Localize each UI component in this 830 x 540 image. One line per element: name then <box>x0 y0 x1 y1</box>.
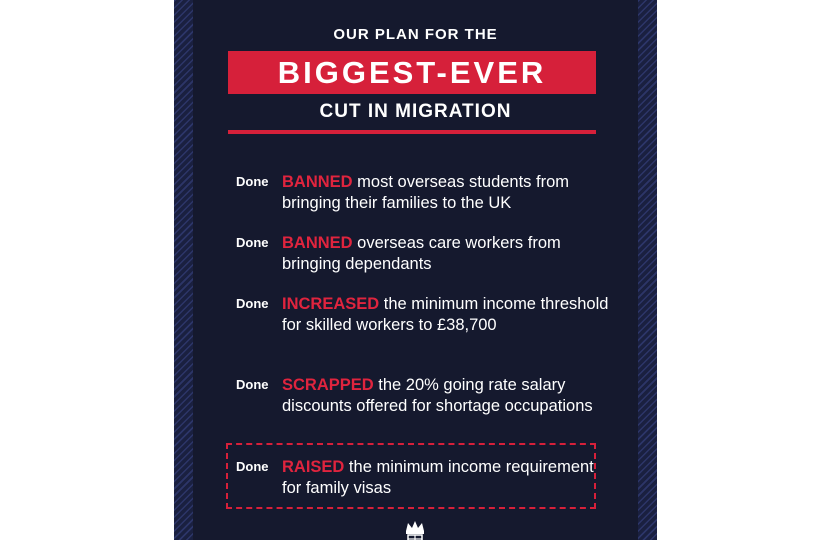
header-line-1: OUR PLAN FOR THE <box>333 26 498 43</box>
item-text <box>282 233 612 275</box>
item-text <box>282 375 612 417</box>
done-label: Done <box>236 296 269 311</box>
done-label: Done <box>236 174 269 189</box>
item-description: the 20% going rate salary discounts offered for shortage occupations <box>282 376 593 415</box>
done-label: Done <box>236 235 269 250</box>
item-description: the minimum income requirement for family visas <box>282 458 594 497</box>
header-divider <box>228 130 596 134</box>
right-stripe-border <box>638 0 657 540</box>
done-label: Done <box>236 377 269 392</box>
item-keyword: RAISED <box>282 458 345 476</box>
header-line-2: CUT IN MIGRATION <box>319 101 512 122</box>
item-description: the minimum income threshold for skilled workers to £38,700 <box>282 295 609 334</box>
item-text <box>282 172 612 214</box>
item-keyword: INCREASED <box>282 295 380 313</box>
item-keyword: BANNED <box>282 173 353 191</box>
item-description: overseas care workers from bringing dependants <box>282 234 561 273</box>
headline-banner: BIGGEST-EVER <box>228 51 596 94</box>
item-text <box>282 294 612 336</box>
left-stripe-border <box>174 0 193 540</box>
item-keyword: SCRAPPED <box>282 376 374 394</box>
item-text <box>282 457 612 499</box>
crown-crest-icon <box>402 519 428 540</box>
item-keyword: BANNED <box>282 234 353 252</box>
done-label: Done <box>236 459 269 474</box>
poster-panel <box>174 0 657 540</box>
item-description: most overseas students from bringing their families to the UK <box>282 173 570 212</box>
